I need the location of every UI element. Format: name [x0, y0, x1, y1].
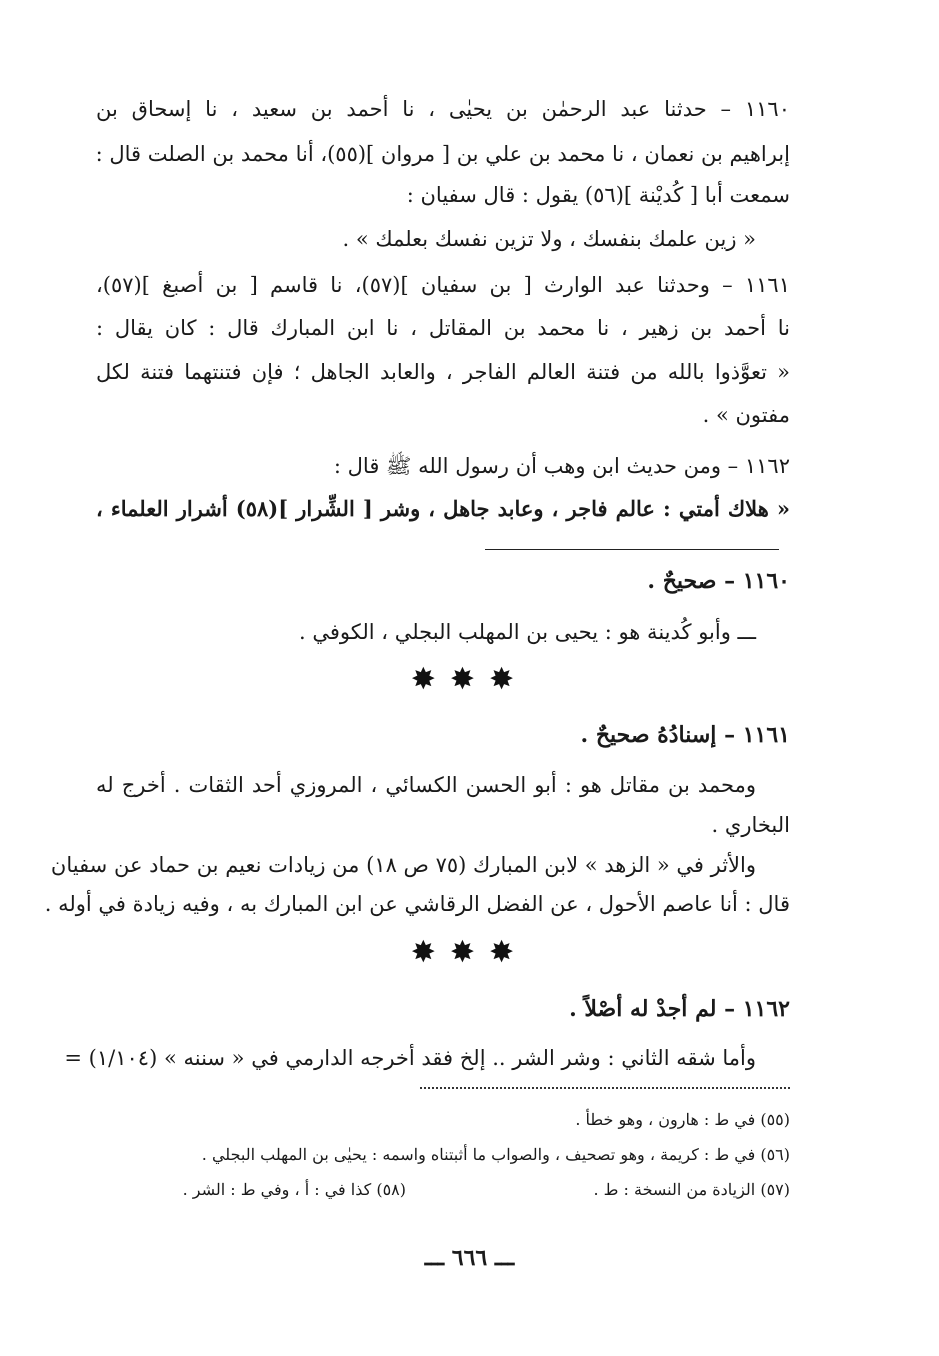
hadith-1160-line-3: سمعت أبا [ كُديْنة ](٥٦) يقول : قال سفيان : — [406, 183, 790, 207]
section-divider-stars: ✸✸✸ — [410, 662, 529, 697]
footnote-56: (٥٦) في ط : كريمة ، وهو تصحيف ، والصواب ما أثبتناه واسمه : يحيٰى بن المهلب البجلي . — [201, 1145, 790, 1164]
hadith-1160-line-2: إبراهيم بن نعمان ، نا محمد بن علي بن [ مروان ](٥٥)، أنا محمد بن الصلت قال : — [95, 142, 790, 166]
commentary-1162-line-1: وأما شقه الثاني : وشر الشر .. إلخ فقد أخرجه الدارمي في « سننه » (١/١٠٤) = — [64, 1046, 756, 1070]
footnote-57: (٥٧) الزيادة من النسخة : ط . — [593, 1180, 790, 1199]
commentary-1161-line-1: ومحمد بن مقاتل هو : أبو الحسن الكسائي ، المروزي أحد الثقات . أخرج له — [96, 773, 756, 797]
commentary-1160-heading: ١١٦٠ – صحيحٌ . — [647, 568, 790, 594]
footnote-58: (٥٨) كذا في : أ ، وفي ط : الشر . — [182, 1180, 406, 1199]
commentary-1161-heading: ١١٦١ – إسنادُهُ صحيحٌ . — [580, 722, 790, 748]
page-number: ـــ ٦٦٦ ـــ — [424, 1245, 515, 1271]
hadith-1161-line-3: « تعوَّذوا بالله من فتنة العالم الفاجر ، والعابد الجاهل ؛ فإن فتنتهما فتنة لكل — [96, 360, 790, 384]
hadith-1161-line-2: نا أحمد بن زهير ، نا محمد بن المقاتل ، نا ابن المبارك قال : كان يقال : — [96, 316, 790, 340]
footnote-separator — [420, 1087, 790, 1089]
hadith-1160-line-1: ١١٦٠ – حدثنا عبد الرحمٰن بن يحيٰى ، نا أحمد بن سعيد ، نا إسحاق بن — [96, 97, 790, 121]
commentary-1161-line-4: قال : أنا عاصم الأحول ، عن الفضل الرقاشي عن ابن المبارك به ، وفيه زيادة في أوله . — [44, 892, 790, 916]
section-divider-stars: ✸✸✸ — [410, 935, 529, 970]
commentary-1160-line-1: ـــ وأبو كُدينة هو : يحيى بن المهلب البجلي ، الكوفي . — [299, 620, 756, 644]
commentary-1161-line-2: البخاري . — [711, 813, 790, 837]
hadith-1162-line-2: « هلاك أمتي : عالم فاجر ، وعابد جاهل ، وشر [ الشِّرار ](٥٨) أشرار العلماء ، — [96, 496, 791, 521]
footnote-55: (٥٥) في ط : هارون ، وهو خطأ . — [575, 1110, 790, 1129]
hadith-1160-line-4: « زين علمك بنفسك ، ولا تزين نفسك بعلمك » . — [342, 227, 756, 251]
commentary-1161-line-3: والأثر في « الزهد » لابن المبارك (٧٥ ص ١٨) من زيادات نعيم بن حماد عن سفيان — [50, 853, 756, 877]
text-separator-line — [485, 549, 779, 550]
hadith-1161-line-4: مفتون » . — [702, 403, 790, 427]
hadith-1161-line-1: ١١٦١ – وحدثنا عبد الوارث [ بن سفيان ](٥٧)، نا قاسم [ بن أصبغ ](٥٧)، — [96, 273, 790, 297]
commentary-1162-heading: ١١٦٢ – لم أجدْ له أصْلاً . — [569, 996, 790, 1022]
hadith-1162-line-1: ١١٦٢ – ومن حديث ابن وهب أن رسول الله ﷺ قال : — [333, 454, 790, 478]
